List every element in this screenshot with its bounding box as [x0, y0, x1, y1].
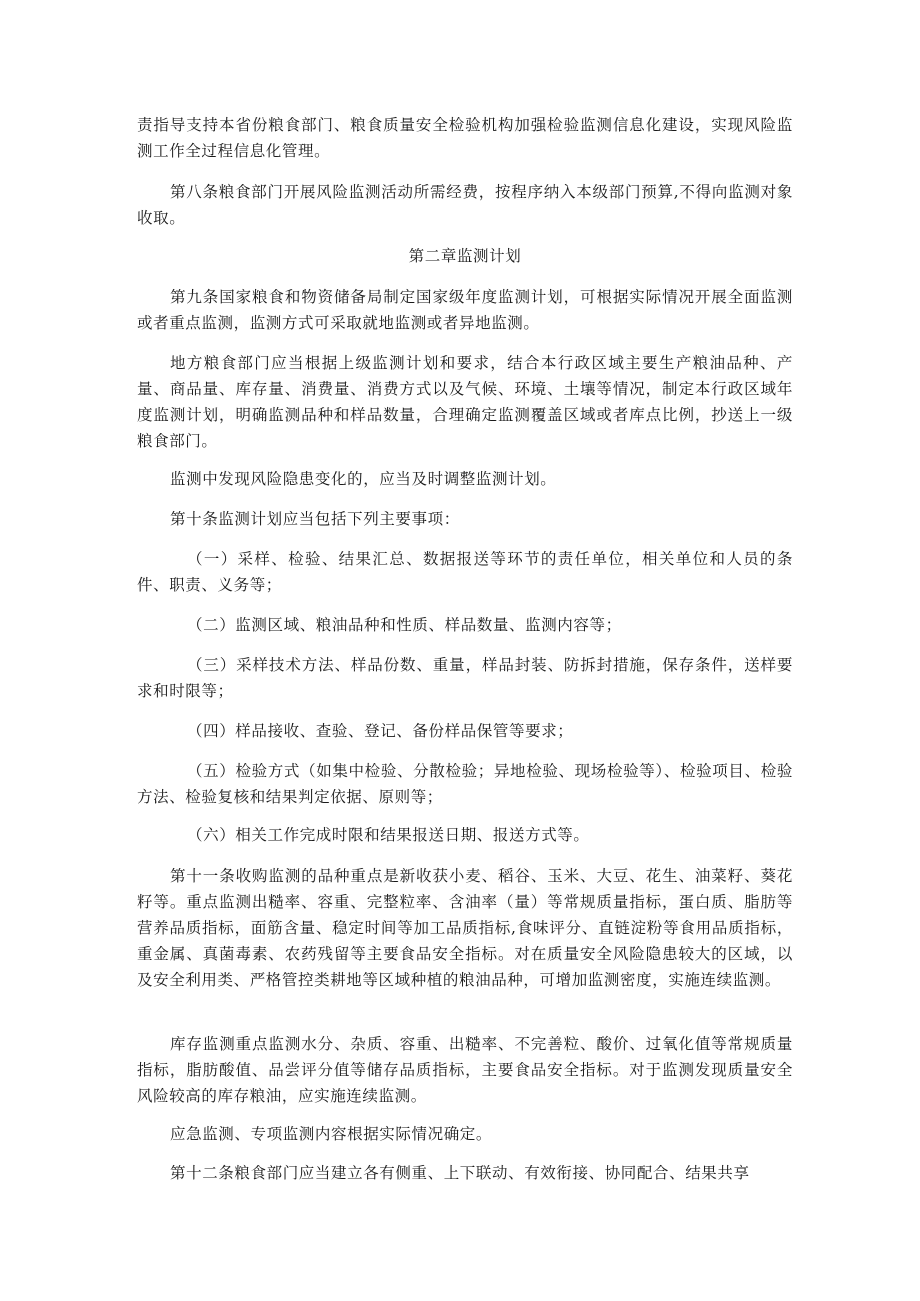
paragraph-continuation: 责指导支持本省份粮食部门、粮食质量安全检验机构加强检验监测信息化建设，实现风险监测工作全过程信息化管理。 — [137, 116, 793, 160]
list-item-6: （六）相关工作完成时限和结果报送日期、报送方式等。 — [187, 826, 590, 844]
chapter-heading: 第二章监测计划 — [408, 247, 522, 265]
paragraph-emergency-monitoring: 应急监测、专项监测内容根据实际情况确定。 — [170, 1125, 493, 1143]
list-item-3: （三）采样技术方法、样品份数、重量，样品封装、防拆封措施，保存条件，送样要求和时限等； — [137, 656, 793, 700]
paragraph-article-12: 第十二条粮食部门应当建立各有侧重、上下联动、有效衔接、协同配合、结果共享 — [170, 1164, 750, 1182]
paragraph-article-9: 第九条国家粮食和物资储备局制定国家级年度监测计划，可根据实际情况开展全面监测或者重点监测，监测方式可采取就地监测或者异地监测。 — [137, 288, 793, 332]
paragraph-adjust-plan: 监测中发现风险隐患变化的，应当及时调整监测计划。 — [170, 470, 557, 488]
paragraph-local-plan: 地方粮食部门应当根据上级监测计划和要求，结合本行政区域主要生产粮油品种、产量、商品量、库存量、消费量、消费方式以及气候、环境、土壤等情况，制定本行政区域年度监测计划，明确监测品种和样品数量，合理确定监测覆盖区域或者库点比例，抄送上一级粮食部门。 — [137, 354, 793, 450]
list-item-1: （一）采样、检验、结果汇总、数据报送等环节的责任单位，相关单位和人员的条件、职责、义务等； — [137, 550, 793, 594]
paragraph-inventory-monitoring: 库存监测重点监测水分、杂质、容重、出糙率、不完善粒、酸价、过氧化值等常规质量指标，脂肪酸值、品尝评分值等储存品质指标，主要食品安全指标。对于监测发现质量安全风险较高的库存粮油，应实施连续监测。 — [137, 1035, 793, 1105]
paragraph-article-10: 第十条监测计划应当包括下列主要事项： — [170, 510, 460, 528]
paragraph-article-8: 第八条粮食部门开展风险监测活动所需经费，按程序纳入本级部门预算,不得向监测对象收取。 — [137, 183, 793, 227]
paragraph-article-11: 第十一条收购监测的品种重点是新收获小麦、稻谷、玉米、大豆、花生、油菜籽、葵花籽等。重点监测出糙率、容重、完整粒率、含油率（量）等常规质量指标，蛋白质、脂肪等营养品质指标，面筋含量、稳定时间等加工品质指标,食味评分、直链淀粉等食用品质指标，重金属、真菌毒素、农药残留等主要食品安全指标。对在质量安全风险隐患较大的区域，以及安全利用类、严格管控类耕地等区域种植的粮油品种，可增加监测密度，实施连续监测。 — [137, 867, 793, 989]
list-item-4: （四）样品接收、查验、登记、备份样品保管等要求； — [187, 722, 574, 740]
list-item-2: （二）监测区域、粮油品种和性质、样品数量、监测内容等； — [187, 616, 622, 634]
list-item-5: （五）检验方式（如集中检验、分散检验；异地检验、现场检验等）、检验项目、检验方法、检验复核和结果判定依据、原则等； — [137, 762, 793, 806]
